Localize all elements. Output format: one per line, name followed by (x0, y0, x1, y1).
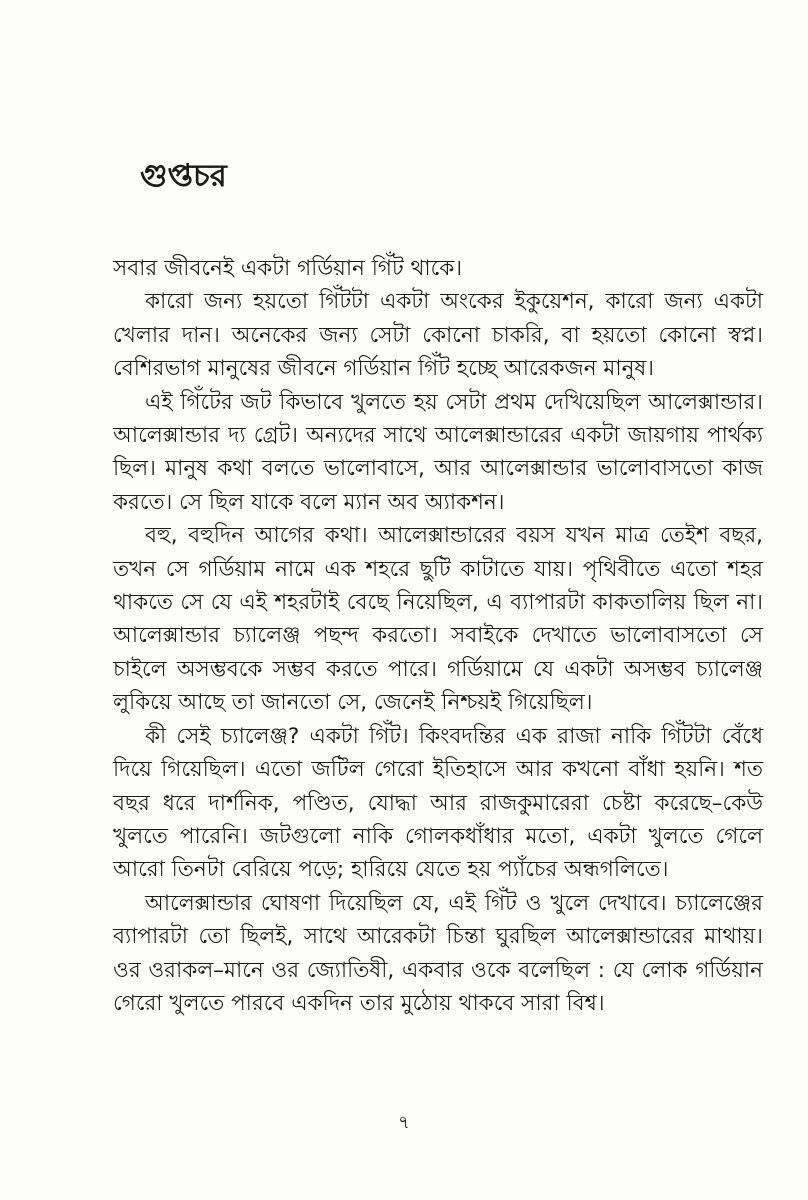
paragraph: এই গিঁটের জট কিভাবে খুলতে হয় সেটা প্রথম দেখিয়েছিল আলেক্সান্ডার। আলেক্সান্ডার দ্য গ্রেট। অন্যদের সাথে আলেক্সান্ডারের একটা জায়গায় পার্থক্য ছিল। মানুষ কথা বলতে ভালোবাসে, আর আলেক্সান্ডার ভালোবাসতো কাজ করতে। সে ছিল যাকে বলে ম্যান অব অ্যাকশন। (113, 389, 763, 515)
chapter-title: গুপ্তচর (140, 158, 227, 194)
paragraph: বহু, বহুদিন আগের কথা। আলেক্সান্ডারের বয়স যখন মাত্র তেইশ বছর, তখন সে গর্ডিয়াম নামে এক শহরে ছুটি কাটাতে যায়। পৃথিবীতে এতো শহর থাকতে সে যে এই শহরটাই বেছে নিয়েছিল, এ ব্যাপারটা কাকতালিয় ছিল না। আলেক্সান্ডার চ্যালেঞ্জ পছন্দ করতো। সবাইকে দেখাতে ভালোবাসতো সে চাইলে অসম্ভবকে সম্ভব করতে পারে। গর্ডিয়ামে যে একটা অসম্ভব চ্যালেঞ্জ লুকিয়ে আছে তা জানতো সে, জেনেই নিশ্চয়ই গিয়েছিল। (113, 523, 763, 716)
paragraph: কী সেই চ্যালেঞ্জ? একটা গিঁট। কিংবদন্তির এক রাজা নাকি গিঁটটা বেঁধে দিয়ে গিয়েছিল। এতো জটিল গেরো ইতিহাসে আর কখনো বাঁধা হয়নি। শত বছর ধরে দার্শনিক, পণ্ডিত, যোদ্ধা আর রাজকুমারেরা চেষ্টা করেছে–কেউ খুলতে পারেনি। জটগুলো নাকি গোলকধাঁধার মতো, একটা খুলতে গেলে আরো তিনটা বেরিয়ে পড়ে; হারিয়ে যেতে হয় প্যাঁচের অন্ধগলিতে। (113, 723, 763, 883)
page-number: ৭ (398, 1112, 410, 1133)
paragraph: সবার জীবনেই একটা গর্ডিয়ান গিঁট থাকে। (113, 256, 463, 281)
paragraph: কারো জন্য হয়তো গিঁটটা একটা অংকের ইকুয়েশন, কারো জন্য একটা খেলার দান। অনেকের জন্য সেটা কোনো চাকরি, বা হয়তো কোনো স্বপ্ন। বেশিরভাগ মানুষের জীবনে গর্ডিয়ান গিঁট হচ্ছে আরেকজন মানুষ। (113, 289, 763, 382)
chapter-body (113, 252, 763, 1020)
paragraph: আলেক্সান্ডার ঘোষণা দিয়েছিল যে, এই গিঁট ও খুলে দেখাবে। চ্যালেঞ্জের ব্যাপারটা তো ছিলই, সাথে আরেকটা চিন্তা ঘুরছিল আলেক্সান্ডারের মাথায়। ওর ওরাকল–মানে ওর জ্যোতিষী, একবার ওকে বলেছিল : যে লোক গর্ডিয়ান গেরো খুলতে পারবে একদিন তার মুঠোয় থাকবে সারা বিশ্ব। (113, 890, 763, 1016)
